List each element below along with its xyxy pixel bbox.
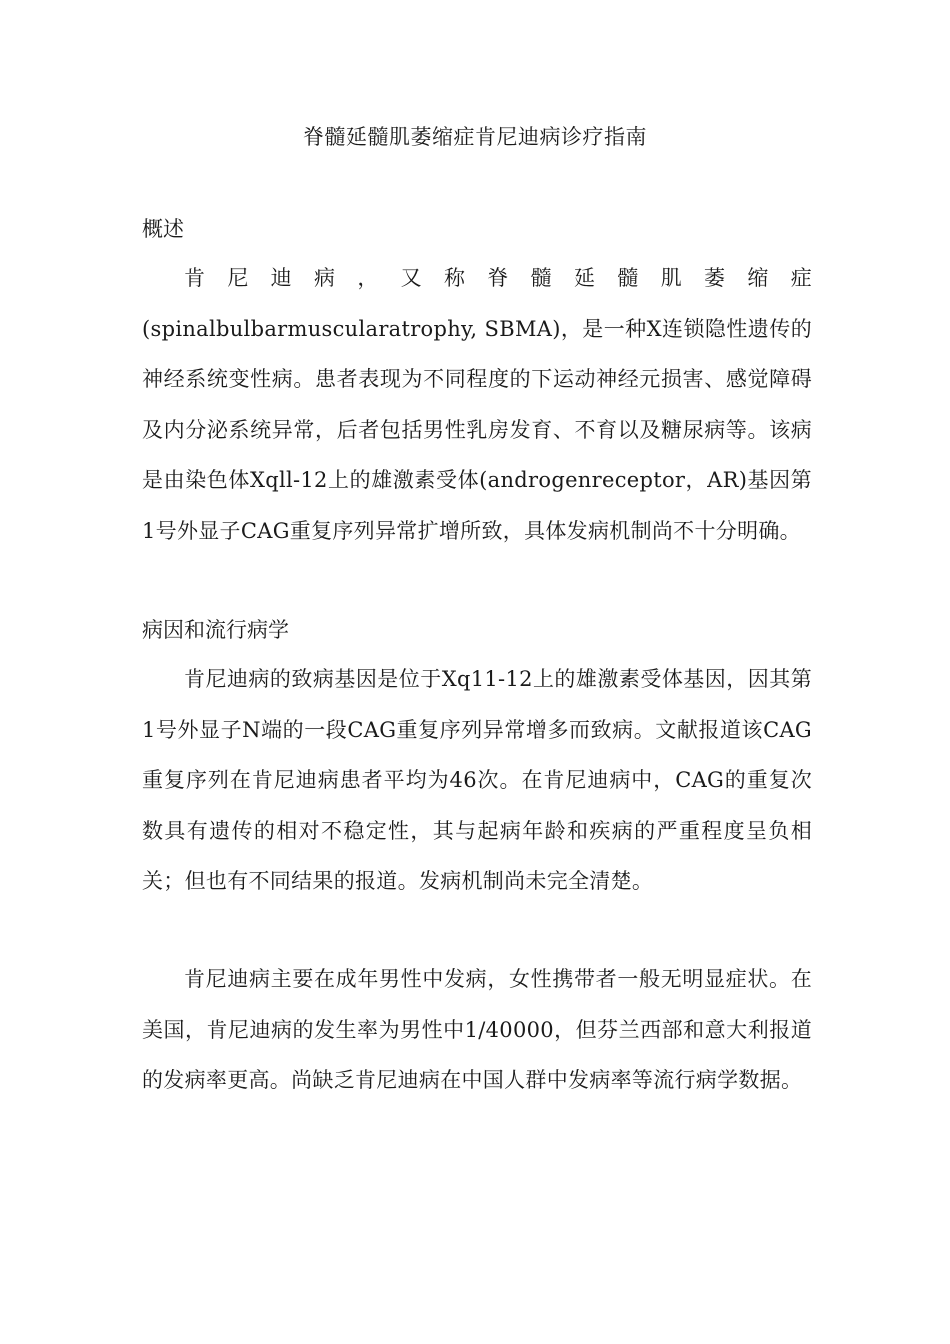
paragraph-etiology-2: 肯尼迪病主要在成年男性中发病，女性携带者一般无明显症状。在美国，肯尼迪病的发生率为男性中1/40000，但芬兰西部和意大利报道的发病率更高。尚缺乏肯尼迪病在中国人群中发病率等流行病学数据。 bbox=[142, 967, 812, 1092]
paragraph-overview: 肯尼迪病，又称脊髓延髓肌萎缩症(spinalbulbarmuscularatrophy, SBMA)，是一种X连锁隐性遗传的神经系统变性病。患者表现为不同程度的下运动神经元损害、感觉障碍及内分泌系统异常，后者包括男性乳房发育、不育以及糖尿病等。该病是由染色体Xqll-12上的雄激素受体(androgenreceptor，AR)基因第1号外显子CAG重复序列异常扩增所致，具体发病机制尚不十分明确。 bbox=[142, 266, 812, 543]
page-title: 脊髓延髓肌萎缩症肯尼迪病诊疗指南 bbox=[303, 125, 647, 149]
section-heading-etiology: 病因和流行病学 bbox=[142, 618, 289, 642]
section-heading-overview: 概述 bbox=[142, 217, 184, 241]
paragraph-etiology-1: 肯尼迪病的致病基因是位于Xq11-12上的雄激素受体基因，因其第1号外显子N端的一段CAG重复序列异常增多而致病。文献报道该CAG重复序列在肯尼迪病患者平均为46次。在肯尼迪病中，CAG的重复次数具有遗传的相对不稳定性，其与起病年龄和疾病的严重程度呈负相关；但也有不同结果的报道。发病机制尚未完全清楚。 bbox=[142, 667, 812, 893]
